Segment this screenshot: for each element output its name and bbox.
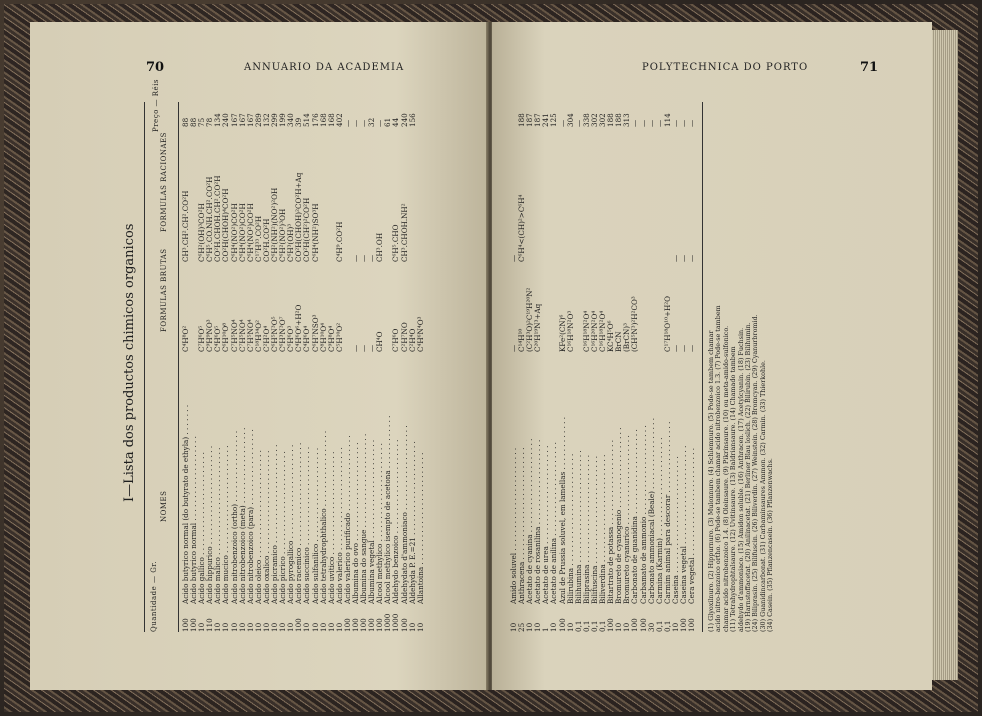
cell-qty: 100 (359, 618, 369, 632)
cell-qty: 10 (253, 622, 263, 632)
cell-name: Biliprasina . . . . . . . . . . . . . . . . . . . . . . . . (581, 454, 591, 604)
cell-qty: 0,1 (654, 620, 664, 632)
cell-price: 32 (367, 117, 377, 127)
cell-formula-bruta: C⁶H⁵N³O⁵ (270, 316, 280, 352)
cell-name: Acido uvitico . . . . . . . . . . . . . . . . . . . . . . . (326, 451, 336, 604)
cell-formula-bruta: C⁷H⁶O (391, 328, 401, 352)
cell-price: 167 (237, 113, 247, 127)
cell-price: — (638, 119, 648, 127)
cell-price: 187 (533, 113, 543, 127)
cell-qty: 100 (375, 618, 385, 632)
cell-formula-racional: C⁶H⁴(NO²)CO²H (245, 203, 255, 262)
cell-formula-bruta: C⁷H⁵NO⁴ (229, 319, 239, 352)
cell-qty: 10 (407, 622, 417, 632)
cell-formula-racional: C⁶H²(NO²)³OH (278, 208, 288, 262)
right-rows (510, 102, 696, 632)
cell-name: Alcool methylico isempto de acetona . . . . . . . . . . . . (383, 415, 393, 604)
cell-price: 125 (549, 113, 559, 127)
cell-name: Acido nitrobenzoico (para) . . . . . . . . . . . . . . . . . (245, 429, 255, 604)
cell-name: Carbonato de guanidina . . . . . . . . . . . . . . . . . . . (630, 429, 640, 604)
cell-price: 39 (294, 117, 304, 127)
cell-formula-racional: CH³.CH².CH².CO²H (181, 190, 190, 262)
cell-formula-racional: — (350, 254, 360, 262)
cell-name: Bitartrato de potassa . . . . . . . . . . . . . . . . . . . (606, 439, 616, 604)
cell-qty: 0,1 (589, 620, 599, 632)
page-edges (932, 30, 958, 680)
cell-formula-bruta: — (367, 344, 377, 352)
cell-qty: 100 (638, 618, 648, 632)
cell-formula-bruta: C⁷H⁵NO⁴ (245, 319, 255, 352)
cell-name: Acido succinico . . . . . . . . . . . . . . . . . . . . . . (302, 446, 312, 604)
cell-formula-bruta: C²H⁷NO (399, 322, 409, 352)
cell-qty: 100 (367, 618, 377, 632)
cell-qty: 0,1 (598, 620, 608, 632)
cell-formula-racional: C⁶H³(OH)³ (286, 223, 296, 262)
cell-name: Acido nitrobenzoico (meta) . . . . . . . . . . . . . . . . . (237, 427, 247, 604)
cell-qty: 10 (334, 622, 344, 632)
page-number-right: 71 (860, 60, 879, 75)
cell-qty: 10 (622, 622, 632, 632)
cell-price: — (670, 119, 680, 127)
cell-price: 240 (399, 113, 409, 127)
cell-price: 187 (525, 113, 535, 127)
cell-qty: 0,1 (662, 620, 672, 632)
header-brutas: FORMULAS BRUTAS (160, 248, 168, 332)
cell-name: Acido mucico . . . . . . . . . . . . . . . . . . . . . . . . (221, 445, 231, 604)
cell-formula-bruta: KC⁴H⁵O⁶ (606, 320, 616, 352)
cell-formula-racional: — (678, 254, 688, 262)
cell-qty: 0,1 (581, 620, 591, 632)
cell-formula-racional: CO²H(CH²)²CO²H (302, 197, 312, 262)
cell-qty: 100 (557, 618, 567, 632)
cell-formula-racional: C⁶H²(OH)³CO²H (197, 203, 207, 262)
cell-qty: 10 (415, 622, 425, 632)
cell-price: 176 (310, 113, 320, 127)
footnote-line: acido nitro-benzoico ortho. (6) Pode-se tambem chamar acido nitrobenzoico 1.3. (7) Pode-se tambem (714, 305, 723, 632)
cell-qty: 10 (278, 622, 288, 632)
cell-name: Anthracena . . . . . . . . . . . . . . . . . . . . . . . . . (517, 447, 527, 604)
cell-formula-bruta: — (687, 344, 697, 352)
table-row (417, 102, 425, 632)
header-rule (178, 102, 179, 632)
cell-qty: 30 (646, 622, 656, 632)
footnote-line: (1) Glyoxilnuro. (2) Hippurnuro. (3) Mulonnuro. (4) Schlemnuro. (5) Pode-se tambem chamar (707, 330, 715, 632)
cell-price: 188 (614, 113, 624, 127)
cell-name: Acido valerico purificado . . . . . . . . . . . . . . . . . (342, 435, 352, 604)
cell-formula-bruta: C⁶H¹⁰O⁸ (221, 322, 231, 352)
cell-name: Acido oleico . . . . . . . . . . . . . . . . . . . . . . . . (253, 450, 263, 604)
cell-qty: 10 (302, 622, 312, 632)
cell-price: — (630, 119, 640, 127)
cell-name: Amido soluvel . . . . . . . . . . . . . . . . . . . . . . . (509, 447, 518, 604)
cell-formula-bruta: — (670, 344, 680, 352)
cell-formula-bruta: BrCN (614, 331, 624, 352)
cell-qty: 10 (221, 622, 231, 632)
cell-name: Azul de Prussia soluvel, em lamellas . . . . . . . . . . . . (557, 416, 567, 604)
cell-name: Acido malico . . . . . . . . . . . . . . . . . . . . . . . . (213, 447, 223, 604)
cell-name: Allantoina . . . . . . . . . . . . . . . . . . . . . . . . . (415, 452, 425, 604)
cell-formula-bruta: (BrCN)³ (622, 323, 632, 352)
cell-formula-bruta: C⁶H⁷NSO³ (310, 314, 320, 352)
cell-price: — (654, 119, 664, 127)
cell-qty: 10 (270, 622, 280, 632)
cell-price: 167 (229, 113, 239, 127)
cell-name: Bromureto cyanurico . . . . . . . . . . . . . . . . . . . . (622, 435, 632, 604)
cell-formula-racional: C⁶H⁴(NO²)CO²H (229, 203, 239, 262)
cell-formula-racional: C⁶H⁴(NH²)SO³H (310, 203, 320, 262)
cell-formula-racional: CH³.CHOH.NH² (399, 203, 409, 262)
cell-price: 44 (391, 117, 401, 127)
cell-formula-bruta: CH⁴O (375, 331, 385, 352)
cell-price: 156 (407, 113, 417, 127)
cell-price: 514 (302, 113, 312, 127)
header-racionaes: FORMULAS RACIONAES (160, 132, 168, 232)
page-number-left: 70 (146, 60, 165, 75)
footnotes (708, 102, 775, 632)
cell-formula-racional: CO²H.CHOH.CH².CO²H (213, 175, 223, 262)
cell-price: — (342, 119, 352, 127)
cell-price: — (687, 119, 697, 127)
cell-formula-bruta: — (678, 344, 688, 352)
left-rows (182, 102, 425, 632)
cell-name: Bromureto de cyanogenio . . . . . . . . . . . . . . . . . . (614, 427, 624, 604)
cell-price: 402 (334, 113, 344, 127)
cell-formula-bruta: C¹⁶H¹⁸N²O³ (565, 310, 575, 352)
cell-price: 338 (581, 113, 591, 127)
cell-name: Caseina . . . . . . . . . . . . . . . . . . . . . . . . . . (670, 456, 680, 604)
cell-formula-racional: CO²H(CHOH)²CO²H+Aq (294, 172, 304, 262)
cell-qty: 10 (549, 622, 559, 632)
open-book (30, 22, 960, 692)
cell-qty: 100 (399, 618, 409, 632)
cell-formula-bruta: C²H²O⁴ (261, 325, 271, 352)
cell-price: — (678, 119, 688, 127)
cell-qty: 10 (509, 622, 518, 632)
cell-name: Acido pyrogallico . . . . . . . . . . . . . . . . . . . . . (286, 444, 296, 604)
cell-formula-bruta: C¹⁸H³⁴O² (253, 319, 263, 352)
cell-price: 340 (286, 113, 296, 127)
cell-price: 304 (565, 113, 575, 127)
cell-formula-bruta: — (509, 344, 518, 352)
cell-formula-racional: C⁶H⁵.CO.NH.CH².CO²H (205, 176, 215, 262)
cell-name: Albumina do sangue . . . . . . . . . . . . . . . . . . . . . (359, 433, 369, 604)
cell-price: 75 (197, 117, 207, 127)
cell-formula-bruta: C¹⁷H¹⁸O¹⁰+H²O (662, 295, 672, 352)
cell-name: Alcool methylico . . . . . . . . . . . . . . . . . . . . . . (375, 443, 385, 604)
cell-formula-racional: CH³.OH (375, 232, 385, 262)
cell-name: Carmina (Karmin) . . . . . . . . . . . . . . . . . . . . . . (654, 437, 664, 604)
footnote-line: aldehydo d'ammoniaco. (15) Amidon soluble. (16) Anthracen. (17) Acetylcyanin. (18) Fuchsin. (736, 327, 745, 632)
cell-price: 241 (541, 113, 551, 127)
header-preco: Preço — Réis (152, 78, 160, 132)
cell-formula-bruta: KFe²(CN)⁶ (557, 314, 567, 352)
cell-name: Acetato de rosanilina . . . . . . . . . . . . . . . . . . . (533, 439, 543, 604)
cell-price: 88 (189, 117, 199, 127)
cell-price: 168 (326, 113, 336, 127)
cell-price: 199 (278, 113, 288, 127)
right-page (492, 22, 932, 690)
cell-name: Cera vegetal . . . . . . . . . . . . . . . . . . . . . . . . (687, 447, 697, 604)
cell-formula-racional: C⁶H⁴<(CH)²>C⁶H⁴ (517, 194, 527, 262)
cell-qty: 100 (687, 618, 697, 632)
header-qty: Quantidade — Gr. (150, 560, 158, 632)
cell-price: 61 (383, 117, 393, 127)
right-table (510, 102, 910, 632)
cell-formula-racional: — (359, 254, 369, 262)
cell-price: — (359, 119, 369, 127)
cell-formula-bruta: C¹⁴H¹⁰ (517, 328, 527, 352)
cell-qty: 10 (326, 622, 336, 632)
cell-price: 88 (181, 117, 190, 127)
cell-formula-bruta: (C²H³O)²C¹⁹H²⁰N² (525, 287, 535, 352)
cell-price: 188 (606, 113, 616, 127)
cell-qty: 100 (181, 618, 190, 632)
cell-qty: 10 (237, 622, 247, 632)
cell-qty: 100 (350, 618, 360, 632)
cell-formula-bruta: (CH⁵N³)²H²CO³ (630, 296, 640, 352)
footnote-line: (30) Guanidincarbonat. (31) Carbaminsaures Ammon. (32) Carmin. (33) Thierkohle. (758, 360, 767, 632)
cell-name: Acido sulfanilico . . . . . . . . . . . . . . . . . . . . . (310, 447, 320, 604)
cell-formula-bruta: C⁸H¹⁰O⁴ (318, 322, 328, 352)
cell-name: Acido butyrico normal (do butyrato de ethyla) . . . . . . . (181, 404, 190, 604)
cell-qty: 10 (310, 622, 320, 632)
cell-formula-bruta: C¹⁶H¹⁸N²O⁴ (598, 310, 608, 352)
cell-price: — (375, 119, 385, 127)
cell-qty: 1000 (383, 613, 393, 632)
cell-price: 132 (261, 113, 271, 127)
left-table (122, 78, 462, 632)
cell-formula-bruta: C⁴H⁶O⁵ (213, 325, 223, 352)
cell-qty: 10 (565, 622, 575, 632)
cell-name: Carbonato ammoniacal (Beale) . . . . . . . . . . . . . . . . (646, 417, 656, 604)
cell-price: — (573, 119, 583, 127)
cell-formula-bruta: C¹⁶H²⁰N²O⁴ (589, 310, 599, 352)
cell-qty: 10 (286, 622, 296, 632)
cell-formula-racional: — (670, 254, 680, 262)
cell-name: Acido racemico . . . . . . . . . . . . . . . . . . . . . . . (294, 442, 304, 604)
footnote-line: (19) Harnstoffacetat. (20) Anilinacetat. (21) Berliner Blau loslich. (22) Bilirubin. (23) Bilihumin. (744, 322, 753, 632)
cell-formula-racional: CO²H.CO²H (261, 218, 271, 262)
cell-name: Carmim animal para descorar . . . . . . . . . . . . . . . . (662, 421, 672, 604)
cell-price: 78 (205, 117, 215, 127)
cell-qty: 100 (630, 618, 640, 632)
cell-name: Aldehydo benzoico . . . . . . . . . . . . . . . . . . . . . (391, 439, 401, 604)
cell-name: Acetato de anilina . . . . . . . . . . . . . . . . . . . . . (549, 442, 559, 604)
cell-qty: 10 (245, 622, 255, 632)
cell-name: Biliverdina . . . . . . . . . . . . . . . . . . . . . . . . (598, 454, 608, 604)
cell-price: 302 (598, 113, 608, 127)
cell-name: Carbamato de ammonio . . . . . . . . . . . . . . . . . . . . (638, 425, 648, 604)
cell-name: Acido tetrahydrophthalico . . . . . . . . . . . . . . . . . (318, 430, 328, 604)
cell-qty: 100 (189, 618, 199, 632)
cell-price: 168 (318, 113, 328, 127)
cell-qty: 10 (614, 622, 624, 632)
cell-formula-racional: — (509, 254, 518, 262)
cell-formula-bruta: C⁵H¹⁰O² (334, 322, 344, 352)
cell-name: Acido picramico . . . . . . . . . . . . . . . . . . . . . . (270, 444, 280, 604)
left-page (30, 22, 488, 690)
cell-qty: 100 (606, 618, 616, 632)
cell-qty: 10 (670, 622, 680, 632)
cell-name: Acido butyrico normal . . . . . . . . . . . . . . . . . . . (189, 436, 199, 604)
cell-qty: 110 (205, 618, 215, 632)
cell-name: Aldehydato d'ammoniaco . . . . . . . . . . . . . . . . . . . (399, 425, 409, 604)
cell-price: 240 (221, 113, 231, 127)
cell-name: Acido hippurico . . . . . . . . . . . . . . . . . . . . . . (205, 445, 215, 604)
cell-formula-bruta: C⁹H⁸O⁴ (326, 325, 336, 352)
cell-qty: 10 (533, 622, 543, 632)
cell-qty: 100 (678, 618, 688, 632)
cell-name: Bilifuscina . . . . . . . . . . . . . . . . . . . . . . . . (589, 455, 599, 604)
cell-price: 114 (662, 113, 672, 127)
cell-formula-racional: C⁶H²(NH²)(NO²)²OH (270, 187, 280, 262)
header-names: NOMES (160, 490, 168, 522)
cell-price: 289 (253, 113, 263, 127)
cell-name: Albumina do ovo . . . . . . . . . . . . . . . . . . . . . . (350, 442, 360, 604)
cell-qty: 0,1 (573, 620, 583, 632)
cell-qty: 10 (213, 622, 223, 632)
footnote-line: (11) Tetrahydrophtalsaure. (12) Uvitinsaure. (13) Baldriansaure. (14) Chamado tambem (729, 346, 738, 632)
cell-qty: 1 (541, 627, 551, 632)
cell-name: Acido valerico . . . . . . . . . . . . . . . . . . . . . . . (334, 447, 344, 604)
cell-name: Acido nitrobenzoico (ortho) . . . . . . . . . . . . . . . . (229, 430, 239, 604)
cell-price: 299 (270, 113, 280, 127)
cell-name: Albumina vegetal . . . . . . . . . . . . . . . . . . . . . . (367, 439, 377, 604)
cell-qty: 25 (517, 622, 527, 632)
cell-name: Aldehyda P. E.=21 . . . . . . . . . . . . . . . . . . . . . (407, 441, 417, 604)
cell-formula-bruta: C⁴H⁶N⁴O³ (415, 316, 425, 352)
table-row (688, 102, 696, 632)
cell-qty: 10 (261, 622, 271, 632)
cell-price: — (646, 119, 656, 127)
cell-formula-bruta: — (359, 344, 369, 352)
cell-price: 188 (517, 113, 527, 127)
cell-formula-bruta: C⁷H⁵NO⁴ (237, 319, 247, 352)
cell-formula-racional: C⁶H⁴(NO²)CO²H (237, 203, 247, 262)
cell-formula-racional: C¹⁷H³³.CO²H (253, 215, 263, 262)
cell-qty: 10 (318, 622, 328, 632)
running-head-left: ANNUARIO DA ACADEMIA (244, 62, 405, 73)
cell-name: Acetato de cyanina . . . . . . . . . . . . . . . . . . . . . (525, 438, 535, 604)
cell-formula-bruta: C⁹H⁹NO³ (205, 319, 215, 352)
cell-price: — (557, 119, 567, 127)
cell-price: 134 (213, 113, 223, 127)
cell-formula-bruta: C⁶H³N³O⁷ (278, 316, 288, 352)
cell-formula-racional: C⁴H⁹.CO²H (334, 221, 344, 262)
cell-formula-bruta: C⁷H⁶O⁵ (197, 325, 207, 352)
cell-formula-racional: C⁶H⁵.CHO (391, 224, 401, 262)
cell-price: 302 (589, 113, 599, 127)
footnote-line: (34) Casein. (35) Pflanzencasein. (36) Pflanzenwachs. (766, 458, 775, 632)
footnote-line: chamar acido nitrobenzoico 1.4. (8) Oleinsaure. (9) Pikrinsaure. (10) ou meta-amido-sulfonico. (721, 325, 730, 632)
cell-formula-bruta: C²⁰H¹⁹N³+Aq (533, 303, 543, 352)
cell-qty: 10 (229, 622, 239, 632)
cell-name: Bilirubina . . . . . . . . . . . . . . . . . . . . . . . . . (565, 453, 575, 604)
cell-formula-racional: — (367, 254, 377, 262)
cell-name: Acido gallico . . . . . . . . . . . . . . . . . . . . . . . (197, 452, 207, 604)
cell-name: Acido oxalico . . . . . . . . . . . . . . . . . . . . . . . (261, 450, 271, 604)
footnote-line: (24) Biliprasin. (25) Bilifuscin. (26) Biliverdin. (27) Weinstein. (28) Bromcyan. (29) Cyanurbromid. (751, 314, 760, 632)
cell-price: 167 (245, 113, 255, 127)
cell-formula-bruta: C⁴H⁶O⁴ (302, 325, 312, 352)
cell-formula-bruta: C¹⁶H¹⁸N²O⁴ (581, 310, 591, 352)
table-title: I—Lista dos productos chimicos organicos (122, 223, 137, 502)
cell-name: Bilihumina . . . . . . . . . . . . . . . . . . . . . . . . . (573, 450, 583, 604)
cell-name: Caseina vegetal . . . . . . . . . . . . . . . . . . . . . . (678, 445, 688, 604)
cell-formula-racional: — (687, 254, 697, 262)
running-head-right: POLYTECHNICA DO PORTO (642, 62, 809, 73)
table-bottom-rule (702, 102, 703, 632)
cell-formula-racional: CO²H(CHOH)⁴CO²H (221, 188, 231, 262)
cell-qty: 1000 (391, 613, 401, 632)
cell-name: Acetato de urea . . . . . . . . . . . . . . . . . . . . . . (541, 445, 551, 604)
cell-formula-bruta: — (350, 344, 360, 352)
cell-formula-bruta: C⁴H⁶O⁶+H²O (294, 304, 304, 352)
top-rule (144, 102, 145, 632)
cell-formula-bruta: C⁶H⁶O³ (286, 325, 296, 352)
cell-price: — (350, 119, 360, 127)
cell-qty: 100 (294, 618, 304, 632)
cell-qty: 10 (197, 622, 207, 632)
cell-name: Acido picrico . . . . . . . . . . . . . . . . . . . . . . . (278, 451, 288, 604)
cell-qty: 100 (342, 618, 352, 632)
cell-formula-bruta: C²H⁴O (407, 328, 417, 352)
cell-qty: 10 (525, 622, 535, 632)
cell-formula-bruta: C⁴H⁸O² (181, 325, 190, 352)
cell-price: 313 (622, 113, 632, 127)
